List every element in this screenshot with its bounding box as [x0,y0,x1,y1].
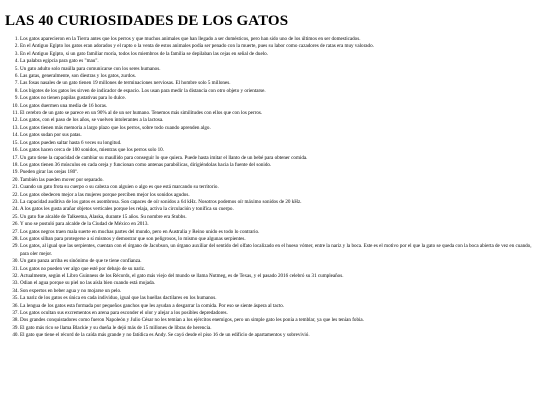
list-item: 13. Los gatos tienen más memoria a largo plazo que los perros, sobre todo cuando aprenden algo. [20,125,536,132]
list-item: 25. Un gato fue alcalde de Talkeetna, Alaska, durante 15 años. Su nombre era Stubbs. [20,214,536,221]
list-item: 35. La nariz de los gatos es única en cada individuo, igual que las huellas dactilares en los humanos. [20,295,536,302]
list-item: 12. Los gatos, con el paso de los años, se vuelven intolerantes a la lactosa. [20,117,536,124]
list-item: 5. Un gato adulto solo maúlla para comunicarse con los seres humanos. [20,66,536,73]
list-item: 26. Y uno se postuló para alcalde de la Ciudad de México en 2013. [20,221,536,228]
list-item: 37. Los gatos ocultan sus excrementos en arena para esconder el olor y alejar a los posibles depredadores. [20,310,536,317]
list-item: 6. Las gatas, generalmente, son diestras y los gatos, zurdos. [20,73,536,80]
list-item: 20. También las pueden mover por separado. [20,177,536,184]
list-item: 19. Pueden girar las orejas 180º. [20,169,536,176]
list-item: 31. Los gatos no pueden ver algo que esté por debajo de su nariz. [20,266,536,273]
list-item: 17. Un gato tiene la capacidad de cambiar su maullido para conseguir lo que quiera. Puede hasta imitar el llanto de un bebé para obtener comida. [20,155,536,162]
list-item: 3. En el Antiguo Egipto, si un gato familiar moría, todos los miembros de la familia se depilaban las cejas en señal de duelo. [20,51,536,58]
list-item: 11. El cerebro de un gato se parece en un 90% al de un ser humano. Tenemos más similitudes con ellos que con los perros. [20,110,536,117]
list-item: 38. Dos grandes conquistadores como fueron Napoleón y Julio César no les temían a los ejércitos enemigos, pero un simple gato les ponía a temblar, ya que les tenían fobia. [20,317,536,324]
list-item: 40. El gato que tiene el récord de la caída más grande y no fatídica es Andy. Se cayó desde el piso 16 de un edificio de apartamentos y sobrevivió. [20,332,536,339]
list-item: 33. Odian el agua porque su piel no las aísla bien cuando está mojada. [20,280,536,287]
list-item: 22. Los gatos obedecen mejor a las mujeres porque perciben mejor los sonidos agudos. [20,192,536,199]
list-item: 34. Son expertos en beber agua y no mojarse un pelo. [20,288,536,295]
page-title: LAS 40 CURIOSIDADES DE LOS GATOS [5,13,289,29]
list-item: 29. Los gatos, al igual que las serpientes, cuentan con el órgano de Jacobson, un órgano auxiliar del sentido del olfato localizado en el hueso vómer, entre la nariz y la boca. Este es el motivo por el que la gato se queda con la boca abierta de vez en cuando, para oler mejor. [20,243,536,258]
list-item: 16. Los gatos hacen cerca de 100 sonidos, mientras que los perros solo 10. [20,147,536,154]
list-item: 2. En el Antiguo Egipto los gatos eran adorados y el rapto o la venta de estos animales podía ser penado con la muerte, pues su labor como cazadores de ratas era muy valorado. [20,43,536,50]
list-item: 32. Actualmente, según el Libro Guinness de los Récords, el gato más viejo del mundo se llama Nutmeg, es de Texas, y el pasado 2016 celebró su 31 cumpleaños. [20,273,536,280]
list-item: 18. Los gatos tienen 36 músculos en cada oreja y funcionan como antenas parabólicas, dirigiéndolas hacia la fuente del sonido. [20,162,536,169]
curiosities-list [5,36,536,340]
list-item: 8. Los bigotes de los gatos les sirven de indicador de espacio. Los usan para medir la distancia con otro objeto y orientarse. [20,88,536,95]
list-item: 4. La palabra egipcia para gato es "mau". [20,58,536,65]
list-item: 10. Los gatos duermen una media de 16 horas. [20,103,536,110]
list-item: 23. La capacidad auditiva de los gatos es asombrosa. Son capaces de oír sonidos a 64 kHz. Nosotros podemos oír máximo sonidos de 20 kHz. [20,199,536,206]
list-item: 9. Los gatos no tienen papilas gustativas para lo dulce. [20,95,536,102]
list-item: 24. A los gatos les gusta arañar objetos verticales porque les relaja, activa la circulación y tonifica su cuerpo. [20,206,536,213]
list-item: 27. Los gatos negros traen mala suerte en muchas partes del mundo, pero en Australia y Reino unido es todo lo contrario. [20,229,536,236]
list-item: 15. Los gatos pueden saltar hasta 6 veces su longitud. [20,140,536,147]
list-item: 7. Las fosas nasales de un gato tienen 19 millones de terminaciones nerviosas. El hombre solo 5 millones. [20,80,536,87]
list-item: 28. Los gatos silban para protegerse a sí mismos y demostrar que son peligrosos, lo mismo que algunas serpientes. [20,236,536,243]
list-item: 39. El gato más rico se llama Blackie y su dueña le dejó más de 15 millones de libras de herencia. [20,325,536,332]
list-item: 1. Los gatos aparecieron en la Tierra antes que los perros y que muchos animales que han llegado a ser domésticos, pero han sido uno de los últimos en ser domesticados. [20,36,536,43]
list-item: 30. Un gato panza arriba es sinónimo de que te tiene confianza. [20,258,536,265]
list-item: 21. Cuando un gato frota su cuerpo o su cabeza con alguien o algo es que está marcando su territorio. [20,184,536,191]
list-item: 36. La lengua de los gatos esta formada por pequeños ganchos que les ayudan a desgarrar la comida. Por eso se siente áspera al tacto. [20,303,536,310]
list-item: 14. Los gatos sudan por sus patas. [20,132,536,139]
